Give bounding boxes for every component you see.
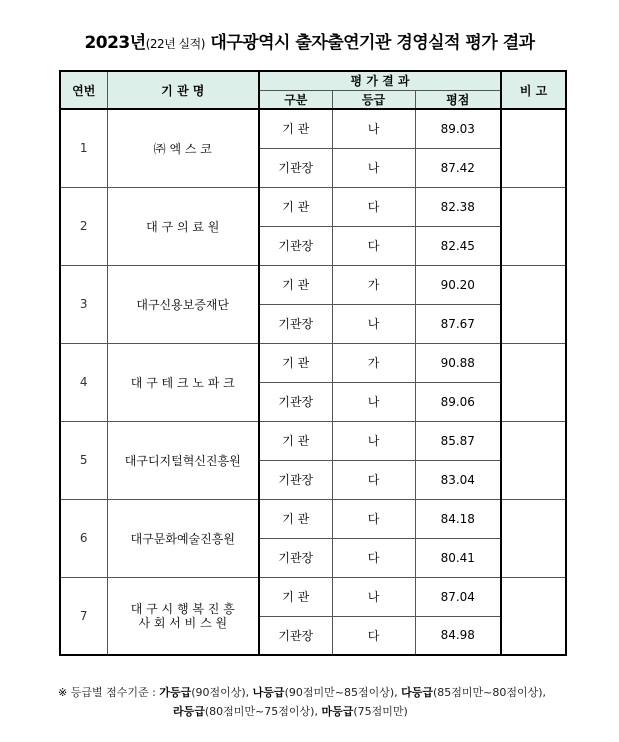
grade-ma-range: (75점미만) bbox=[353, 705, 408, 718]
type-cell: 기관장 bbox=[259, 304, 332, 343]
grade-da: 다등급 bbox=[401, 686, 433, 699]
reference-mark: ※ bbox=[58, 686, 68, 699]
score-cell: 87.04 bbox=[415, 577, 501, 616]
score-cell: 87.42 bbox=[415, 148, 501, 187]
grade-ga: 가등급 bbox=[159, 686, 192, 699]
score-cell: 90.20 bbox=[415, 265, 501, 304]
header-seq: 연번 bbox=[60, 71, 107, 109]
score-cell: 80.41 bbox=[415, 538, 501, 577]
grade-cell: 다 bbox=[332, 616, 415, 655]
grade-cell: 나 bbox=[332, 421, 415, 460]
type-cell: 기 관 bbox=[259, 421, 332, 460]
grade-cell: 다 bbox=[332, 226, 415, 265]
row-seq: 6 bbox=[60, 499, 107, 577]
grade-cell: 다 bbox=[332, 187, 415, 226]
type-cell: 기관장 bbox=[259, 460, 332, 499]
page-title bbox=[0, 28, 619, 53]
results-table bbox=[59, 70, 567, 656]
table-row bbox=[60, 343, 566, 382]
row-seq: 7 bbox=[60, 577, 107, 655]
footnote-lead: 등급별 점수기준 : bbox=[70, 686, 156, 699]
org-name: 대 구 테 크 노 파 크 bbox=[107, 343, 259, 421]
title-main: 대구광역시 출자출연기관 경영실적 평가 결과 bbox=[204, 33, 535, 53]
type-cell: 기 관 bbox=[259, 499, 332, 538]
grade-cell: 나 bbox=[332, 382, 415, 421]
grade-cell: 나 bbox=[332, 304, 415, 343]
table-row bbox=[60, 577, 566, 616]
type-cell: 기관장 bbox=[259, 616, 332, 655]
footnote-line-2 bbox=[58, 702, 578, 721]
grade-ra: 라등급 bbox=[173, 705, 205, 718]
header-type: 구분 bbox=[259, 90, 332, 109]
header-note: 비 고 bbox=[501, 71, 566, 109]
type-cell: 기관장 bbox=[259, 148, 332, 187]
org-name-line2: 사 회 서 비 스 원 bbox=[138, 615, 228, 630]
type-cell: 기관장 bbox=[259, 382, 332, 421]
grade-ma: 마등급 bbox=[321, 705, 354, 718]
score-cell: 90.88 bbox=[415, 343, 501, 382]
org-name: 대구문화예술진흥원 bbox=[107, 499, 259, 577]
grade-ra-range: (80점미만~75점이상), bbox=[204, 705, 318, 718]
header-result: 평 가 결 과 bbox=[259, 71, 501, 90]
type-cell: 기 관 bbox=[259, 577, 332, 616]
row-seq: 3 bbox=[60, 265, 107, 343]
table-row bbox=[60, 421, 566, 460]
table-row bbox=[60, 265, 566, 304]
org-name: ㈜ 엑 스 코 bbox=[107, 109, 259, 187]
grade-da-range: (85점미만~80점이상), bbox=[433, 686, 547, 699]
type-cell: 기 관 bbox=[259, 109, 332, 148]
grade-cell: 가 bbox=[332, 265, 415, 304]
note-cell bbox=[501, 499, 566, 577]
type-cell: 기 관 bbox=[259, 187, 332, 226]
type-cell: 기 관 bbox=[259, 265, 332, 304]
note-cell bbox=[501, 577, 566, 655]
table-row bbox=[60, 499, 566, 538]
grade-cell: 다 bbox=[332, 460, 415, 499]
table-row bbox=[60, 187, 566, 226]
row-seq: 1 bbox=[60, 109, 107, 187]
header-grade: 등급 bbox=[332, 90, 415, 109]
grade-cell: 다 bbox=[332, 499, 415, 538]
grade-cell: 나 bbox=[332, 109, 415, 148]
note-cell bbox=[501, 187, 566, 265]
header-org: 기 관 명 bbox=[107, 71, 259, 109]
score-cell: 82.38 bbox=[415, 187, 501, 226]
row-seq: 4 bbox=[60, 343, 107, 421]
grade-criteria-footnote bbox=[58, 683, 578, 721]
score-cell: 89.03 bbox=[415, 109, 501, 148]
grade-cell: 나 bbox=[332, 577, 415, 616]
score-cell: 82.45 bbox=[415, 226, 501, 265]
score-cell: 85.87 bbox=[415, 421, 501, 460]
org-name: 대 구 의 료 원 bbox=[107, 187, 259, 265]
score-cell: 83.04 bbox=[415, 460, 501, 499]
header-score: 평점 bbox=[415, 90, 501, 109]
grade-na: 나등급 bbox=[252, 686, 285, 699]
score-cell: 87.67 bbox=[415, 304, 501, 343]
grade-cell: 나 bbox=[332, 148, 415, 187]
note-cell bbox=[501, 265, 566, 343]
table-row bbox=[60, 109, 566, 148]
grade-cell: 다 bbox=[332, 538, 415, 577]
grade-ga-range: (90점이상), bbox=[191, 686, 250, 699]
grade-na-range: (90점미만~85점이상), bbox=[284, 686, 398, 699]
note-cell bbox=[501, 109, 566, 187]
org-name: 대구신용보증재단 bbox=[107, 265, 259, 343]
note-cell bbox=[501, 421, 566, 499]
score-cell: 84.18 bbox=[415, 499, 501, 538]
footnote-line-1 bbox=[58, 683, 578, 702]
score-cell: 89.06 bbox=[415, 382, 501, 421]
row-seq: 2 bbox=[60, 187, 107, 265]
score-cell: 84.98 bbox=[415, 616, 501, 655]
type-cell: 기 관 bbox=[259, 343, 332, 382]
grade-cell: 가 bbox=[332, 343, 415, 382]
title-year: 2023년 bbox=[84, 33, 146, 53]
org-name-cell bbox=[107, 577, 259, 655]
org-name: 대 구 시 행 복 진 흥 bbox=[130, 601, 235, 616]
type-cell: 기관장 bbox=[259, 538, 332, 577]
row-seq: 5 bbox=[60, 421, 107, 499]
type-cell: 기관장 bbox=[259, 226, 332, 265]
org-name: 대구디지털혁신진흥원 bbox=[107, 421, 259, 499]
note-cell bbox=[501, 343, 566, 421]
title-subnote: (22년 실적) bbox=[145, 37, 205, 51]
